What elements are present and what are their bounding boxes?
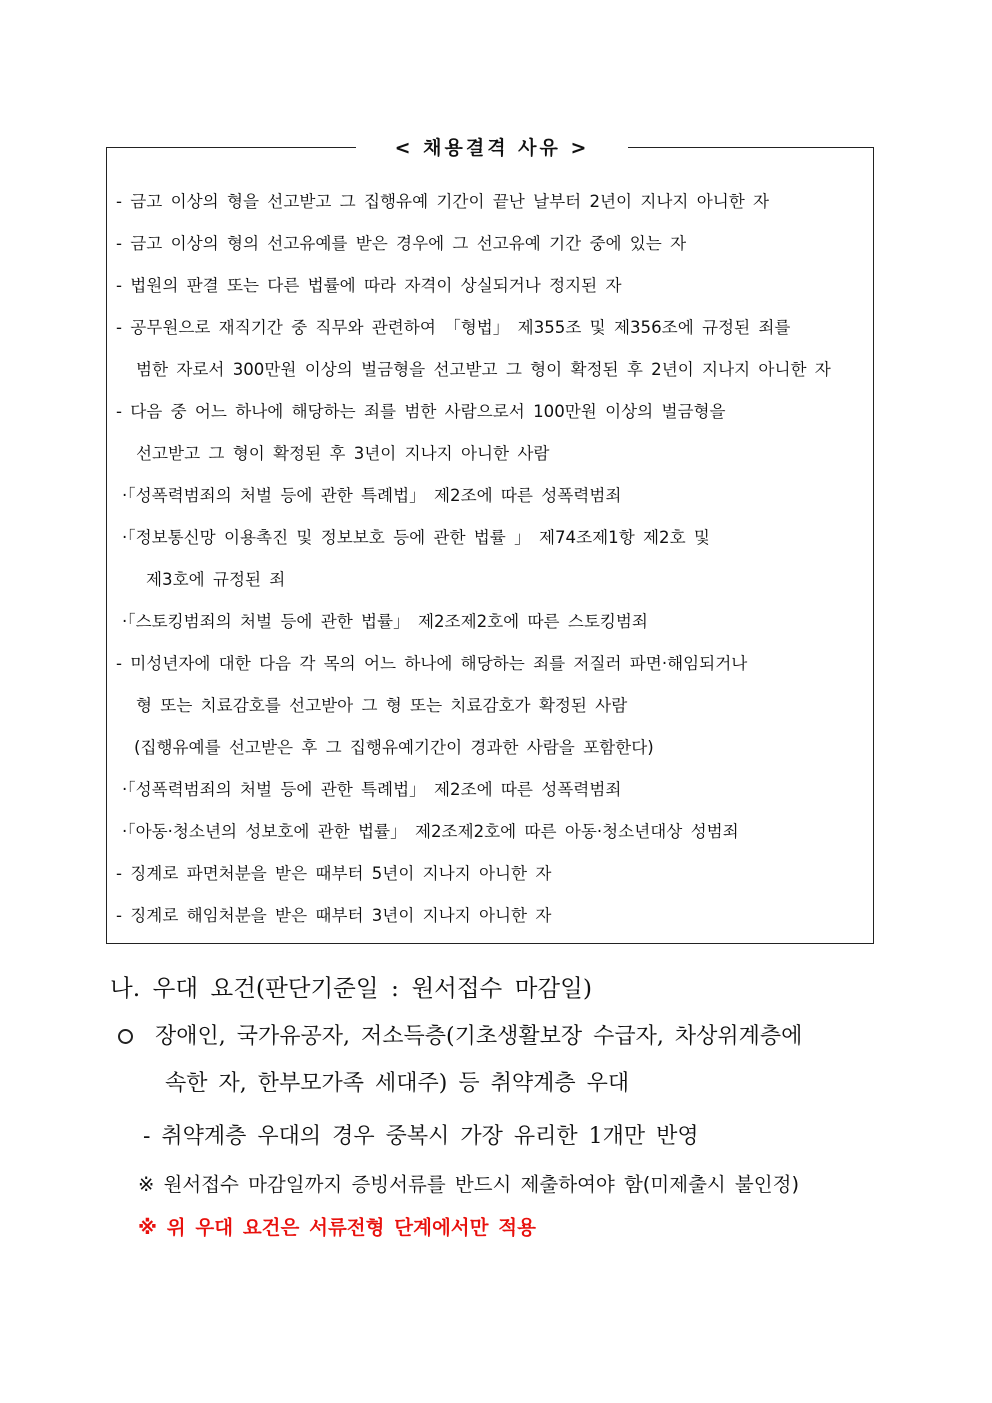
evidence-note: ※ 원서접수 마감일까지 증빙서류를 반드시 제출하여야 함(미제출시 불인정) <box>138 1173 800 1196</box>
preference-sub-item: - 취약계층 우대의 경우 중복시 가장 유리한 1개만 반영 <box>143 1124 699 1149</box>
disqualification-line: - 미성년자에 대한 다음 각 목의 어느 하나에 해당하는 죄를 저질러 파면·해임되거나 <box>116 654 748 673</box>
disqualification-line: - 징계로 해임처분을 받은 때부터 3년이 지나지 아니한 자 <box>116 906 552 925</box>
preference-bullet-line: 장애인, 국가유공자, 저소득층(기초생활보장 수급자, 차상위계층에 <box>155 1024 803 1049</box>
disqualification-subitem: 제3호에 규정된 죄 <box>146 570 286 589</box>
disqualification-subitem: ·「스토킹범죄의 처벌 등에 관한 법률」 제2조제2호에 따른 스토킹범죄 <box>122 612 648 631</box>
disqualification-line: 형 또는 치료감호를 선고받아 그 형 또는 치료감호가 확정된 사람 <box>136 696 628 715</box>
disqualification-subitem: ·「성폭력범죄의 처벌 등에 관한 특례법」 제2조에 따른 성폭력범죄 <box>122 780 622 799</box>
preference-bullet-line: 속한 자, 한부모가족 세대주) 등 취약계층 우대 <box>165 1071 630 1096</box>
disqualification-line: - 다음 중 어느 하나에 해당하는 죄를 범한 사람으로서 100만원 이상의 벌금형을 <box>116 402 726 421</box>
disqualification-line: - 법원의 판결 또는 다른 법률에 따라 자격이 상실되거나 정지된 자 <box>116 276 622 295</box>
disqualification-subitem: ·「정보통신망 이용촉진 및 정보보호 등에 관한 법률 」 제74조제1항 제2호 및 <box>122 528 710 547</box>
disqualification-line: 선고받고 그 형이 확정된 후 3년이 지나지 아니한 사람 <box>136 444 550 463</box>
circle-bullet-icon <box>118 1029 133 1044</box>
disqualification-line: - 금고 이상의 형을 선고받고 그 집행유예 기간이 끝난 날부터 2년이 지나지 아니한 자 <box>116 192 770 211</box>
disqualification-line: 범한 자로서 300만원 이상의 벌금형을 선고받고 그 형이 확정된 후 2년이 지나지 아니한 자 <box>136 360 831 379</box>
disqualification-subitem: ·「성폭력범죄의 처벌 등에 관한 특례법」 제2조에 따른 성폭력범죄 <box>122 486 622 505</box>
disqualification-line: (집행유예를 선고받은 후 그 집행유예기간이 경과한 사람을 포함한다) <box>134 738 654 757</box>
section-title: 나. 우대 요건(판단기준일 : 원서접수 마감일) <box>110 974 592 1002</box>
disqualification-subitem: ·「아동·청소년의 성보호에 관한 법률」 제2조제2호에 따른 아동·청소년대상 성범죄 <box>122 822 739 841</box>
disqualification-line: - 징계로 파면처분을 받은 때부터 5년이 지나지 아니한 자 <box>116 864 552 883</box>
scope-note: ※ 위 우대 요건은 서류전형 단계에서만 적용 <box>138 1216 536 1239</box>
box-title: < 채용결격 사유 > <box>356 133 628 163</box>
disqualification-line: - 금고 이상의 형의 선고유예를 받은 경우에 그 선고유예 기간 중에 있는 자 <box>116 234 687 253</box>
disqualification-line: - 공무원으로 재직기간 중 직무와 관련하여 「형법」 제355조 및 제356조에 규정된 죄를 <box>116 318 791 337</box>
